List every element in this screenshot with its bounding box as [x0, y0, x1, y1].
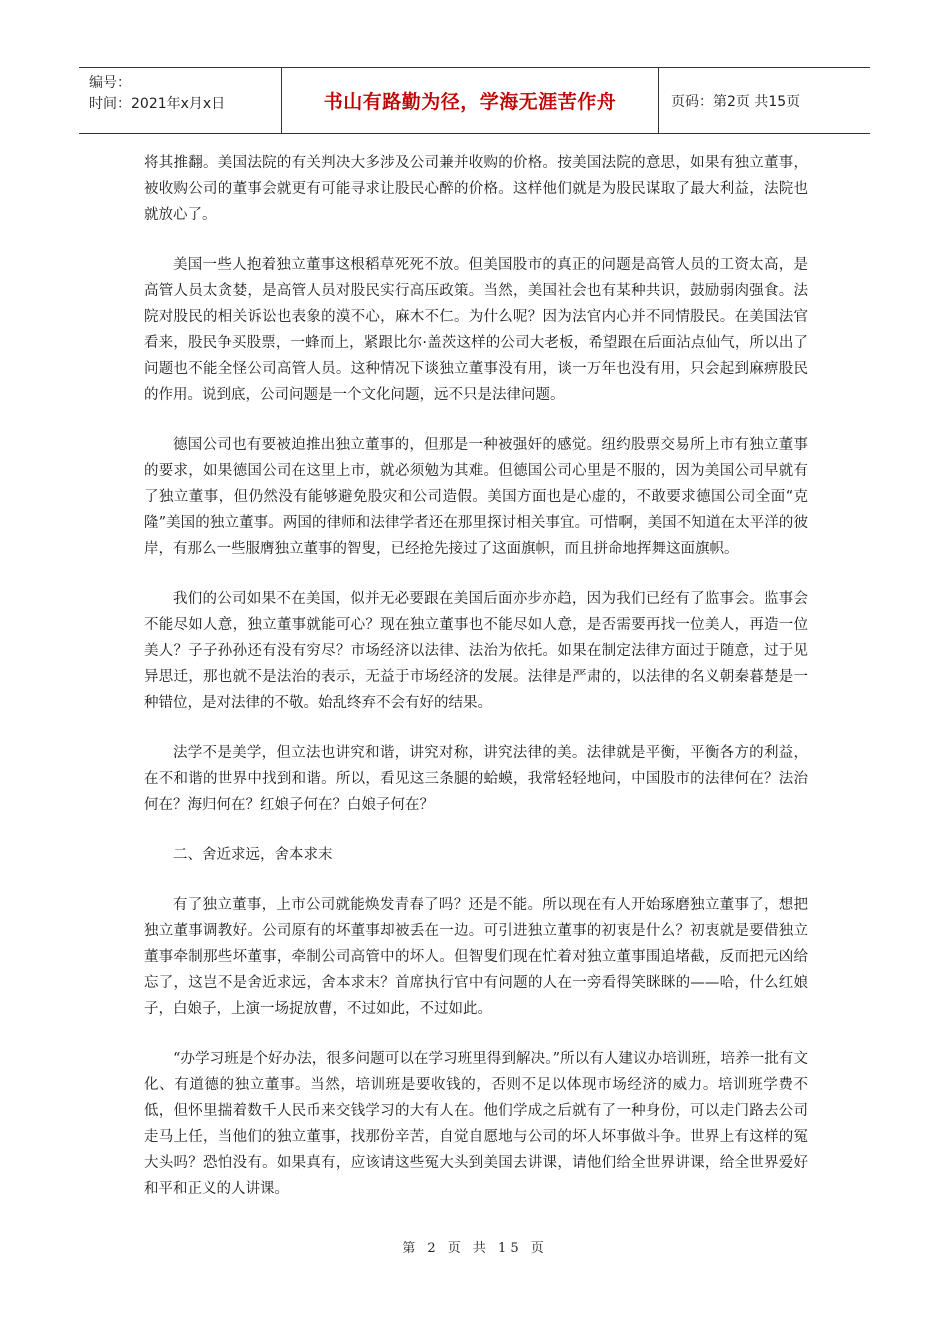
paragraph: “办学习班是个好办法，很多问题可以在学习班里得到解决。”所以有人建议办培训班，培养一批有文化、有道德的独立董事。当然，培训班是要收钱的，否则不足以体现市场经济的威力。培训班学费不低，但怀里揣着数千人民币来交钱学习的大有人在。他们学成之后就有了一种身份，可以走门路去公司走马上任，当他们的独立董事，找那份辛苦，自觉自愿地与公司的坏人坏事做斗争。世界上有这样的冤大头吗？恐怕没有。如果真有，应该请这些冤大头到美国去讲课，请他们给全世界讲课，给全世界爱好和平和正义的人讲课。 [144, 1051, 808, 1197]
header-meta [79, 68, 282, 133]
page-footer: 第 2 页 共 15 页 [402, 1241, 548, 1256]
paragraph: 德国公司也有要被迫推出独立董事的，但那是一种被强奸的感觉。纽约股票交易所上市有独立董事的要求，如果德国公司在这里上市，就必须勉为其难。但德国公司心里是不服的，因为美国公司早就有了独立董事，但仍然没有能够避免股灾和公司造假。美国方面也是心虚的，不敢要求德国公司全面“克隆”美国的独立董事。两国的律师和法律学者还在那里探讨相关事宜。可惜啊，美国不知道在太平洋的彼岸，有那么一些服膺独立董事的智叟，已经抢先接过了这面旗帜，而且拼命地挥舞这面旗帜。 [144, 437, 808, 557]
paragraph: 美国一些人抱着独立董事这根稻草死死不放。但美国股市的真正的问题是高管人员的工资太高，是高管人员太贪婪，是高管人员对股民实行高压政策。当然，美国社会也有某种共识，鼓励弱肉强食。法院对股民的相关诉讼也表象的漠不心，麻木不仁。为什么呢？因为法官内心并不同情股民。在美国法官看来，股民争买股票，一蜂而上，紧跟比尔·盖茨这样的公司大老板，希望跟在后面沾点仙气，所以出了问题也不能全怪公司高管人员。这种情况下谈独立董事没有用，谈一万年也没有用，只会起到麻痹股民的作用。说到底，公司问题是一个文化问题，远不只是法律问题。 [144, 257, 808, 403]
header-motto: 书山有路勤为径，学海无涯苦作舟 [282, 68, 659, 133]
header-page-label: 页码：第2页 共15页 [671, 93, 801, 110]
paragraph: 有了独立董事，上市公司就能焕发青春了吗？还是不能。所以现在有人开始琢磨独立董事了，想把独立董事调教好。公司原有的坏董事却被丢在一边。可引进独立董事的初衷是什么？初衷就是要借独立董事牵制那些坏董事，牵制公司高管中的坏人。但智叟们现在忙着对独立董事围追堵截，反而把元凶给忘了，这岂不是舍近求远，舍本求末？首席执行官中有问题的人在一旁看得笑眯眯的——哈，什么红娘子，白娘子，上演一场捉放曹，不过如此，不过如此。 [144, 897, 808, 1017]
document-date-label: 时间：2021年x月x日 [89, 96, 226, 112]
paragraph: 我们的公司如果不在美国，似并无必要跟在美国后面亦步亦趋，因为我们已经有了监事会。监事会不能尽如人意，独立董事就能可心？现在独立董事也不能尽如人意，是否需要再找一位美人，再造一位美人？子子孙孙还有没有穷尽？市场经济以法律、法治为依托。如果在制定法律方面过于随意，过于见异思迁，那也就不是法治的表示，无益于市场经济的发展。法律是严肃的，以法律的名义朝秦暮楚是一种错位，是对法律的不敬。始乱终弃不会有好的结果。 [144, 591, 808, 711]
paragraph: 法学不是美学，但立法也讲究和谐，讲究对称，讲究法律的美。法律就是平衡，平衡各方的利益，在不和谐的世界中找到和谐。所以，看见这三条腿的蛤蟆，我常轻轻地问，中国股市的法律何在？法治何在？海归何在？红娘子何在？白娘子何在？ [144, 745, 808, 813]
document-number-label: 编号： [89, 75, 131, 91]
page-header [79, 67, 870, 134]
document-body [144, 150, 808, 1202]
paragraph: 将其推翻。美国法院的有关判决大多涉及公司兼并收购的价格。按美国法院的意思，如果有独立董事，被收购公司的董事会就更有可能寻求让股民心醉的价格。这样他们就是为股民谋取了最大利益，法院也就放心了。 [144, 155, 808, 223]
section-heading: 二、舍近求远，舍本求末 [173, 847, 333, 863]
